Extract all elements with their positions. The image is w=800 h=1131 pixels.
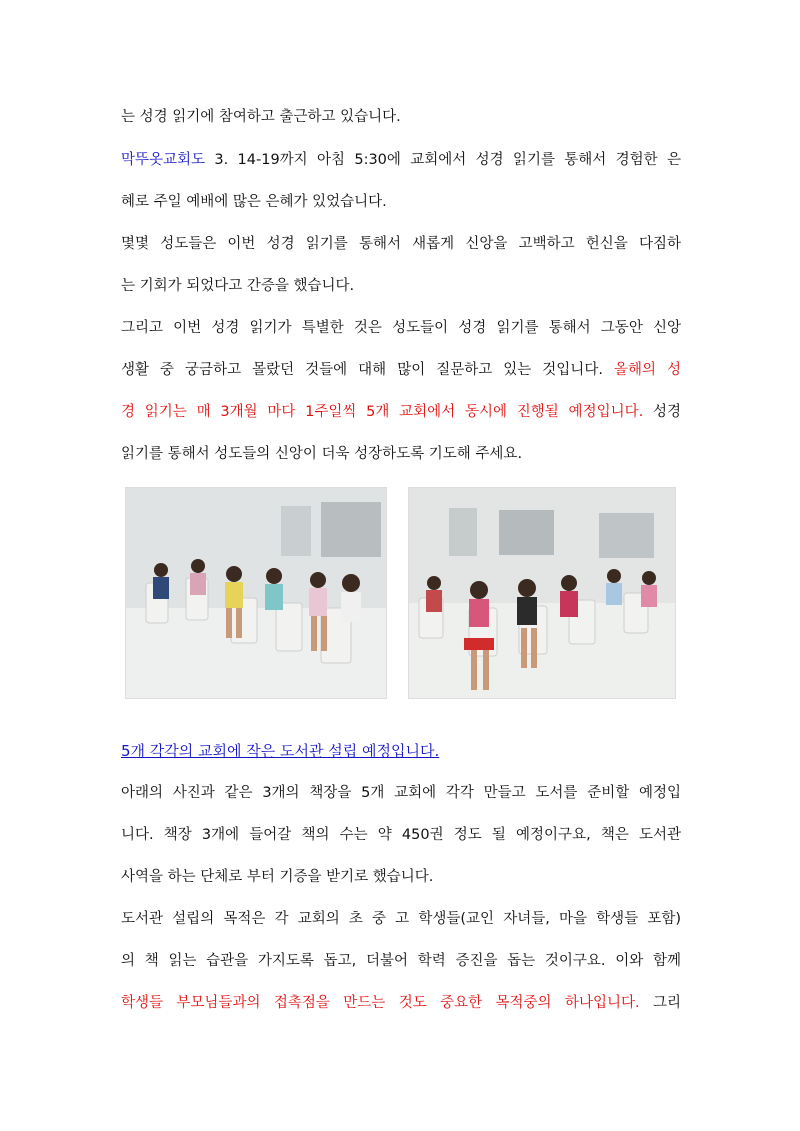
church-name: 막뚜옷교회도 [121,152,206,168]
text-line: 니다. 책장 3개에 들어갈 책의 수는 약 450권 정도 될 예정이구요, 책은 도서관 [121,827,681,843]
text-line: 막뚜옷교회도 3. 14-19까지 아침 5:30에 교회에서 성경 읽기를 통해서 경험한 은 [121,152,681,168]
text-line: 그리고 이번 성경 읽기가 특별한 것은 성도들이 성경 읽기를 통해서 그동안 신앙 [121,320,681,336]
text-line: 학생들 부모님들과의 접촉점을 만드는 것도 중요한 목적중의 하나입니다. 그리 [121,995,681,1011]
text-line: 생활 중 궁금하고 몰랐던 것들에 대해 많이 질문하고 있는 것입니다. 올해의 성 [121,362,681,378]
bible-reading-photo-right [408,487,676,699]
text-line: 사역을 하는 단체로 부터 기증을 받기로 했습니다. [121,869,434,885]
highlight-text: 경 읽기는 매 3개월 마다 1주일씩 5개 교회에서 동시에 진행될 예정입니다. [121,404,644,420]
text-line: 도서관 설립의 목적은 각 교회의 초 중 고 학생들(교인 자녀들, 마을 학생들 포함) [121,911,681,927]
library-heading: 5개 각각의 교회에 작은 도서관 설립 예정입니다. [121,742,440,760]
text-line: 아래의 사진과 같은 3개의 책장을 5개 교회에 각각 만들고 도서를 준비할 예정입 [121,785,681,801]
text-line: 는 성경 읽기에 참여하고 출근하고 있습니다. [121,109,401,125]
text-line: 경 읽기는 매 3개월 마다 1주일씩 5개 교회에서 동시에 진행될 예정입니다. 성경 [121,404,682,420]
text-line: 혜로 주일 예배에 많은 은혜가 있었습니다. [121,194,387,210]
bible-reading-photo-left [125,487,387,699]
text-line: 의 책 읽는 습관을 가지도록 돕고, 더불어 학력 증진을 돕는 것이구요. 이와 함께 [121,953,681,969]
text-line: 읽기를 통해서 성도들의 신앙이 더욱 성장하도록 기도해 주세요. [121,446,523,462]
text-line: 몇몇 성도들은 이번 성경 읽기를 통해서 새롭게 신앙을 고백하고 헌신을 다짐하 [121,236,681,252]
text-line: 는 기회가 되었다고 간증을 했습니다. [121,278,355,294]
highlight-text: 올해의 성 [613,362,681,378]
highlight-text: 학생들 부모님들과의 접촉점을 만드는 것도 중요한 목적중의 하나입니다. [121,995,640,1011]
